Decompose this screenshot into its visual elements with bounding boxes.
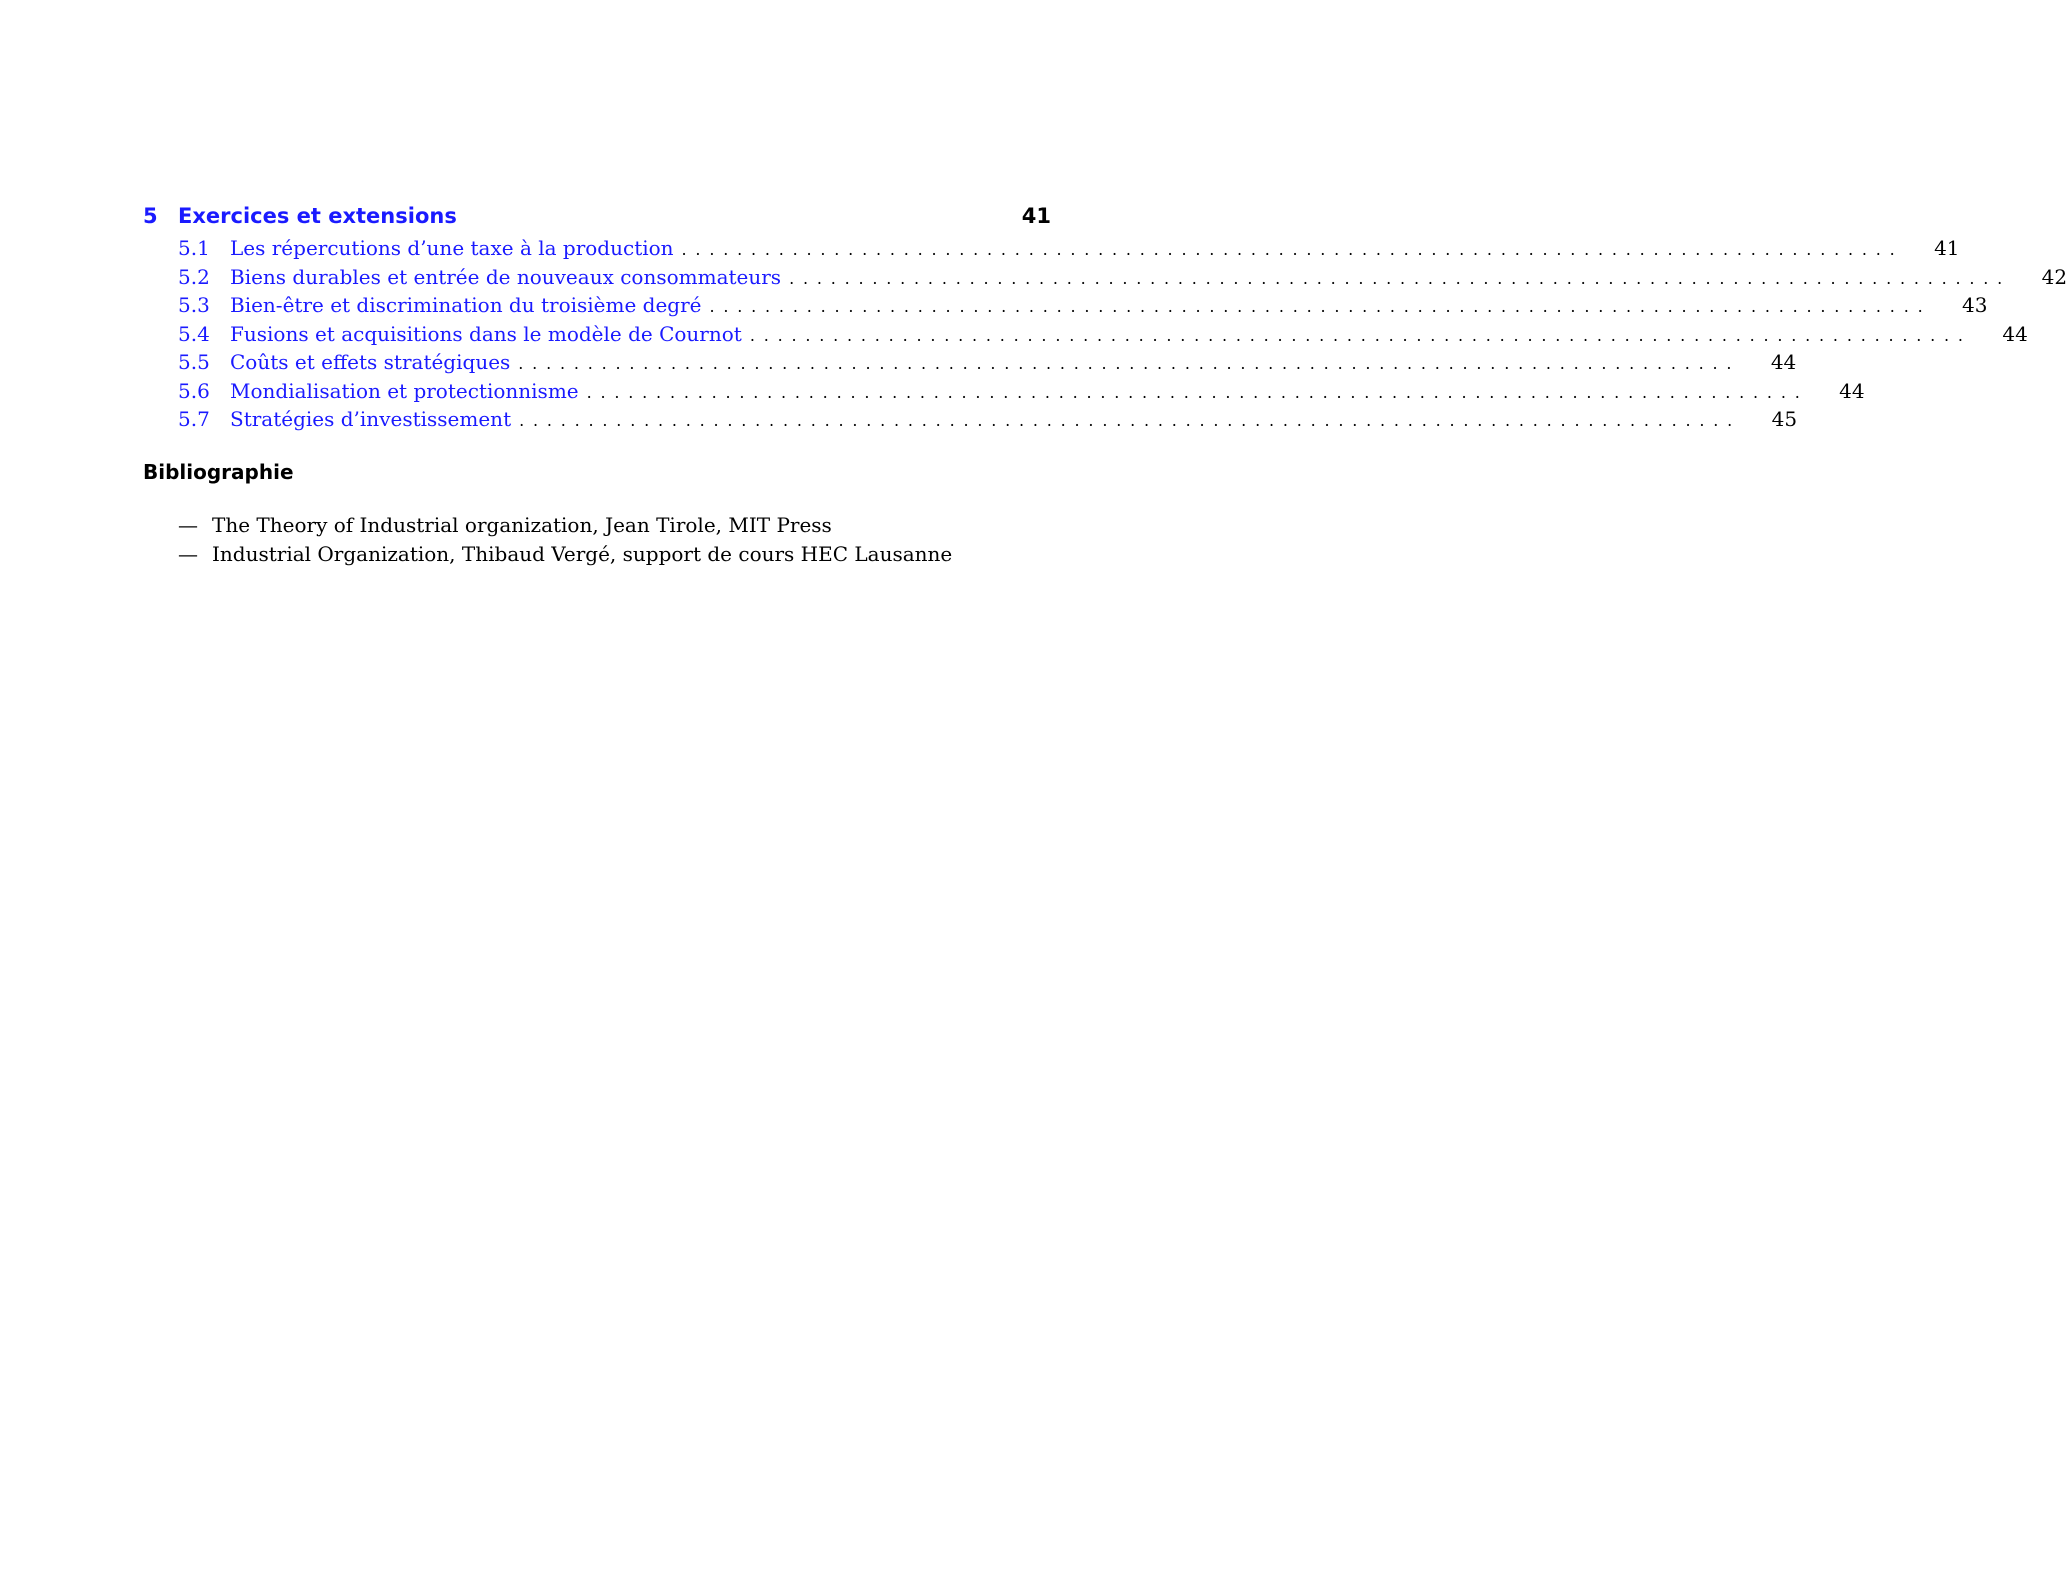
toc-subsection-5-3[interactable] xyxy=(143,293,1988,322)
toc-subsection-5-7[interactable] xyxy=(143,407,1798,436)
toc-subsection-5-2[interactable] xyxy=(143,264,2067,294)
bullet-dash: — xyxy=(178,513,198,537)
toc-subsection-number[interactable]: 5.1 xyxy=(178,236,210,260)
toc-subsection-page: 44 xyxy=(2002,321,2028,346)
bibliography-item-text: Industrial Organization, Thibaud Vergé, support de cours HEC Lausanne xyxy=(212,542,953,566)
toc-subsection-page: 41 xyxy=(1934,236,1960,260)
toc-subsection-number[interactable]: 5.6 xyxy=(178,378,210,403)
toc-subsection-page: 43 xyxy=(1962,293,1988,317)
toc-subsection-title[interactable]: Bien-être et discrimination du troisième degré xyxy=(230,293,702,317)
toc-subsection-title[interactable]: Mondialisation et protectionnisme xyxy=(230,378,579,403)
toc-subsection-number[interactable]: 5.4 xyxy=(178,321,210,346)
toc-subsection-5-1[interactable] xyxy=(143,236,1960,265)
dot-leader: ........................................................................................ xyxy=(749,325,1972,345)
bibliography-item-text: The Theory of Industrial organization, Jean Tirole, MIT Press xyxy=(212,513,832,537)
toc-subsection-number[interactable]: 5.3 xyxy=(178,293,210,317)
toc-subsection-page: 42 xyxy=(2041,264,2067,289)
toc-subsection-page: 45 xyxy=(1771,407,1798,431)
toc-subsection-5-4[interactable] xyxy=(143,321,2028,351)
bibliography-item xyxy=(178,513,952,542)
toc-subsection-number[interactable]: 5.5 xyxy=(178,350,210,374)
toc-subsection-5-6[interactable] xyxy=(143,378,1865,408)
toc-subsection-title[interactable]: Les répercutions d’une taxe à la production xyxy=(230,236,674,260)
toc-section-5[interactable] xyxy=(143,204,1051,236)
toc-subsection-number[interactable]: 5.2 xyxy=(178,264,210,289)
table-of-contents xyxy=(143,204,2067,436)
bibliography-list xyxy=(178,513,952,571)
dot-leader: ........................................................................................ xyxy=(518,354,1741,373)
toc-subsection-number[interactable]: 5.7 xyxy=(178,407,210,431)
toc-subsection-page: 44 xyxy=(1770,350,1797,374)
toc-section-number[interactable]: 5 xyxy=(143,204,158,228)
dot-leader: ........................................................................................ xyxy=(789,268,2012,288)
bibliography-heading: Bibliographie xyxy=(143,460,294,484)
dot-leader: ........................................................................................ xyxy=(709,297,1932,316)
toc-subsection-page: 44 xyxy=(1839,378,1865,403)
toc-subsection-5-5[interactable] xyxy=(143,350,1797,379)
bullet-dash: — xyxy=(178,542,198,566)
toc-subsection-title[interactable]: Coûts et effets stratégiques xyxy=(230,350,511,374)
toc-subsection-title[interactable]: Fusions et acquisitions dans le modèle de Cournot xyxy=(230,321,742,346)
dot-leader: ........................................................................................ xyxy=(681,240,1904,259)
dot-leader: ........................................................................................ xyxy=(519,411,1742,430)
toc-section-title[interactable]: Exercices et extensions xyxy=(178,204,457,228)
toc-subsection-title[interactable]: Biens durables et entrée de nouveaux consommateurs xyxy=(230,264,782,289)
toc-section-page: 41 xyxy=(1021,204,1051,228)
dot-leader: ........................................................................................ xyxy=(586,382,1809,402)
bibliography-item xyxy=(178,542,952,571)
toc-subsection-title[interactable]: Stratégies d’investissement xyxy=(230,407,512,431)
